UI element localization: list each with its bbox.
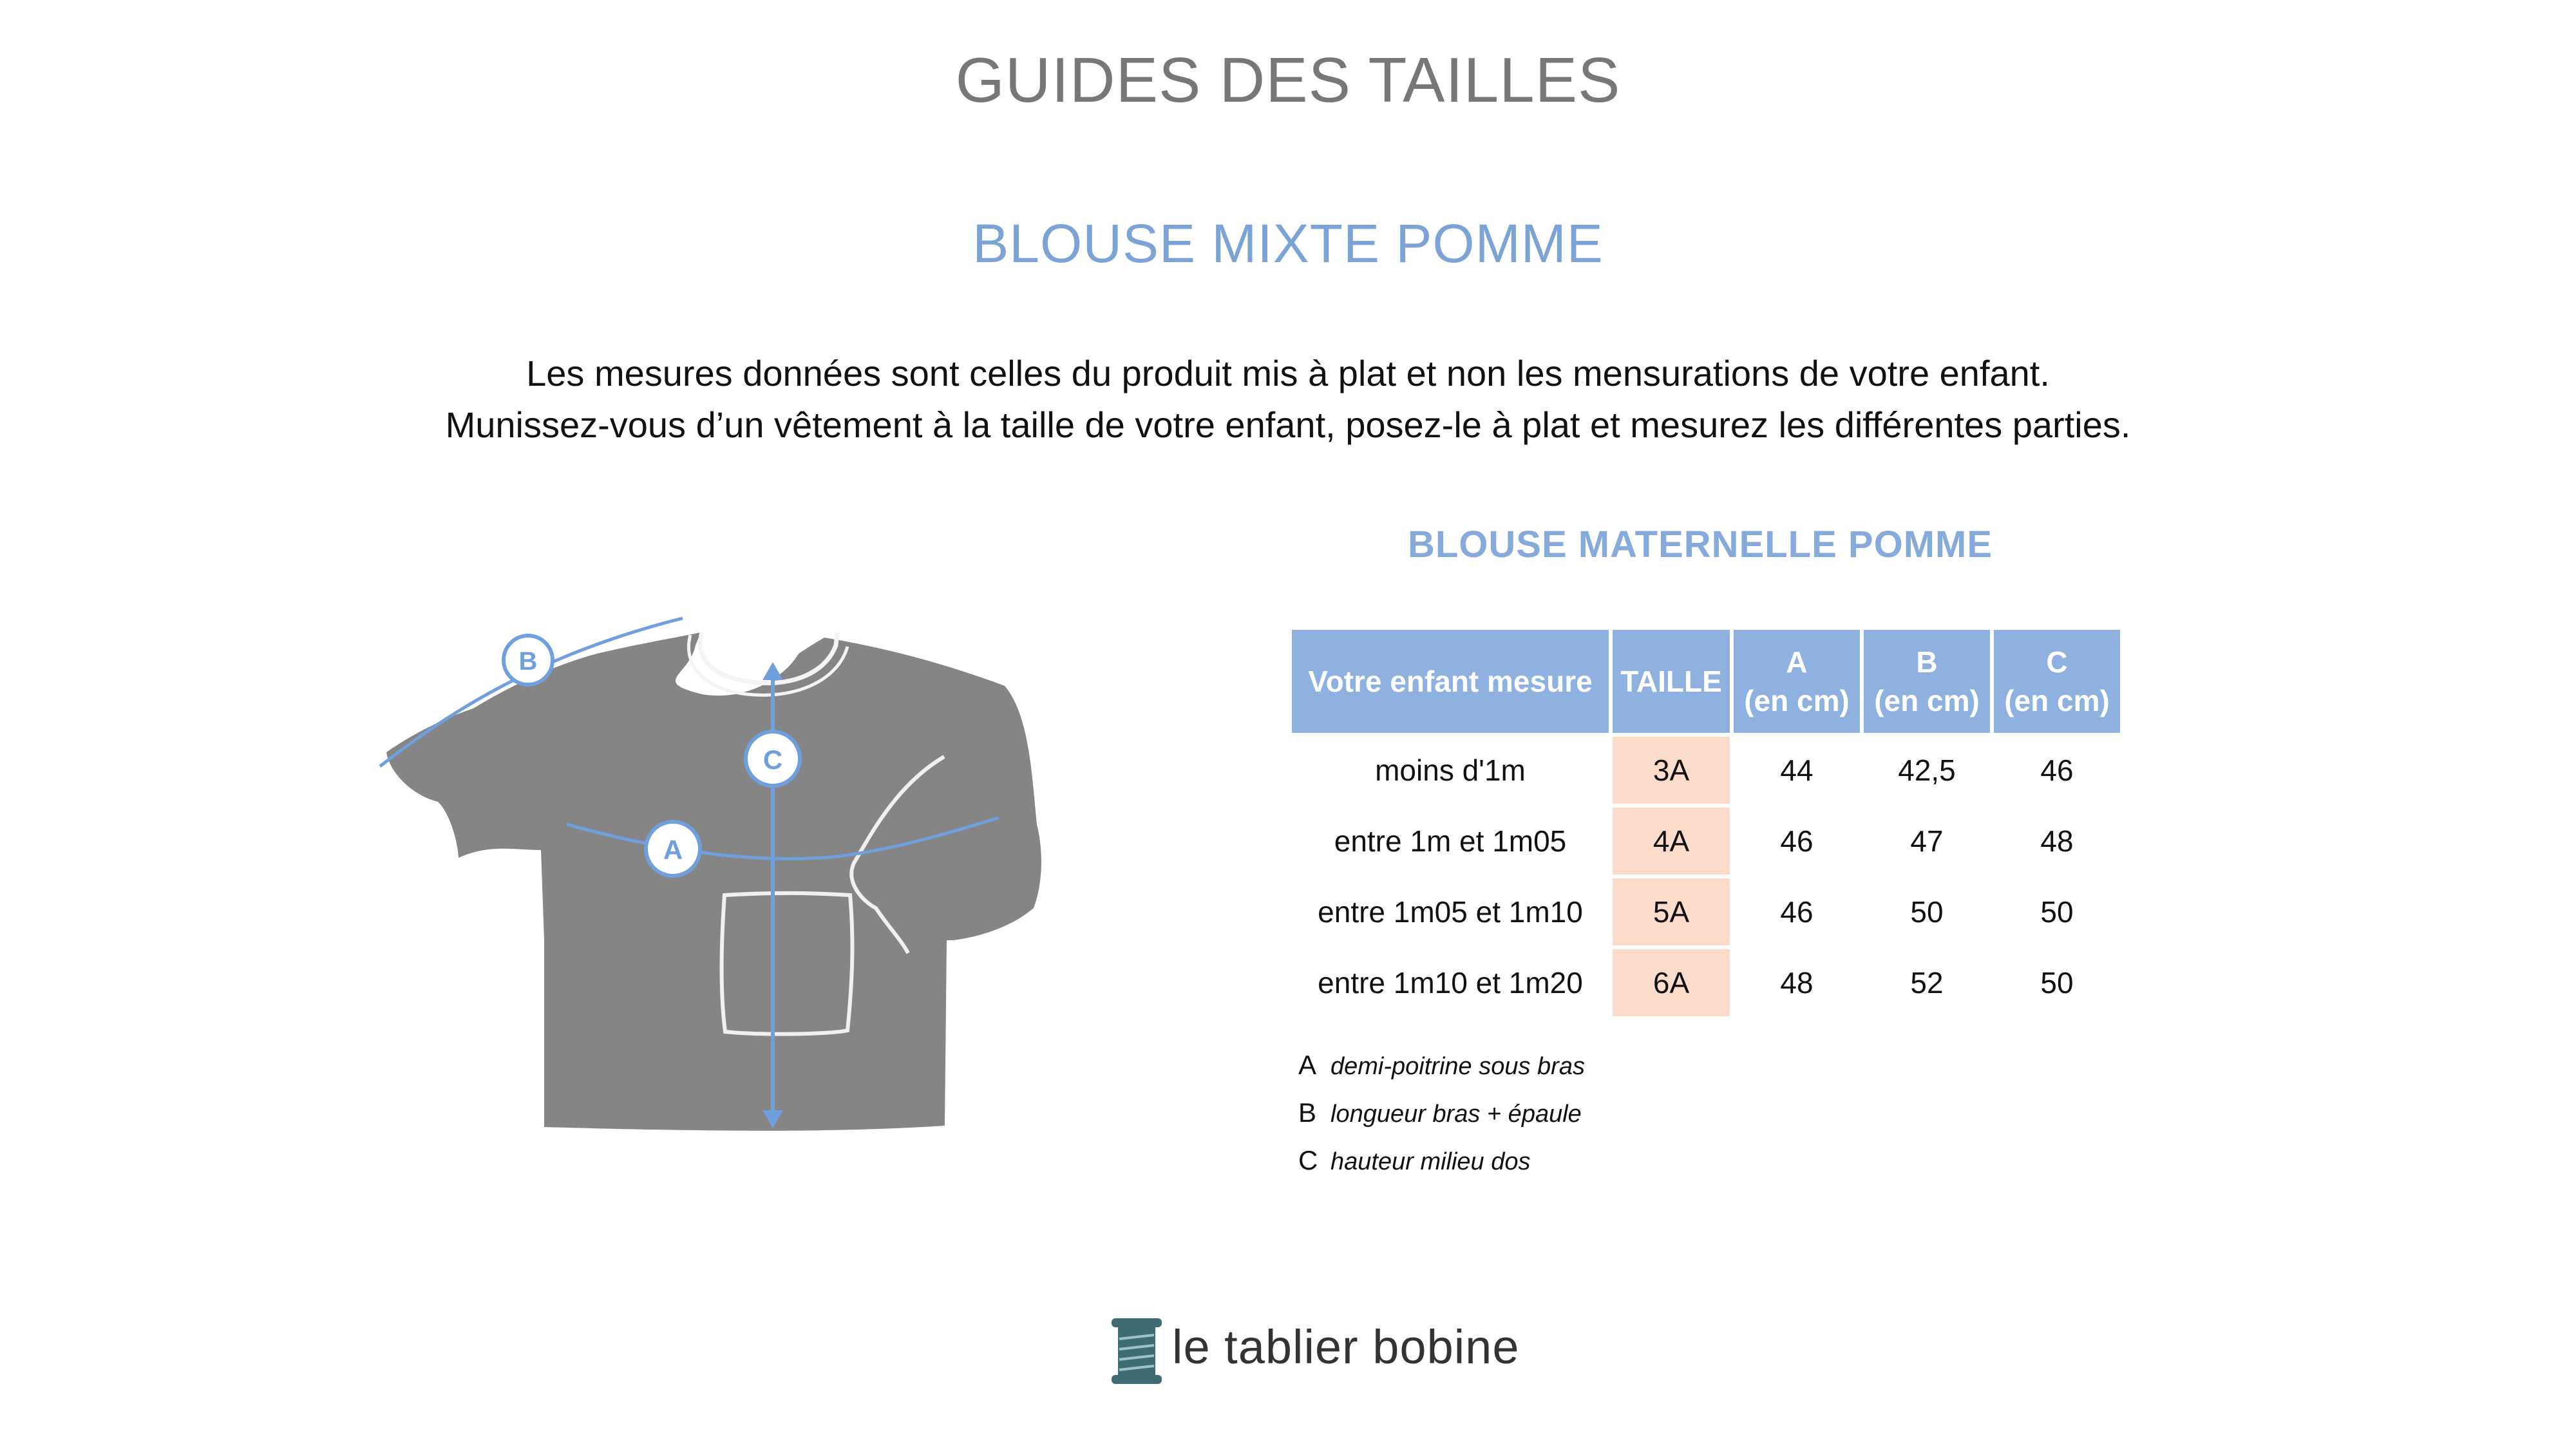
value-b-cell: 52 <box>1910 966 1944 999</box>
size-cell: 5A <box>1613 878 1730 945</box>
value-a-cell: 46 <box>1780 895 1814 929</box>
legend-item <box>1298 1137 1585 1185</box>
label-a-badge <box>646 822 700 876</box>
size-cell: 3A <box>1613 737 1730 804</box>
legend-letter: C <box>1298 1145 1318 1175</box>
size-cell: 6A <box>1613 949 1730 1016</box>
size-cell: 4A <box>1613 808 1730 875</box>
intro-text <box>0 348 2576 451</box>
table-title: BLOUSE MATERNELLE POMME <box>1407 524 1993 565</box>
header-size: TAILLE <box>1613 630 1730 733</box>
table-row <box>1292 949 2120 1016</box>
value-c-cell: 50 <box>2040 895 2074 929</box>
value-b-cell: 47 <box>1910 824 1944 858</box>
label-b-badge <box>504 636 553 685</box>
value-b-cell: 50 <box>1910 895 1944 929</box>
blouse-body-shape <box>386 632 1041 1131</box>
child-height-cell: entre 1m05 et 1m10 <box>1318 895 1583 929</box>
value-a-cell: 48 <box>1780 966 1814 999</box>
page-title: GUIDES DES TAILLES <box>955 44 1621 115</box>
child-height-cell: entre 1m et 1m05 <box>1334 824 1567 858</box>
header-a <box>1734 630 1860 733</box>
spool-icon <box>1108 1313 1166 1390</box>
value-a-cell: 44 <box>1780 753 1814 787</box>
legend-letter: A <box>1298 1050 1317 1080</box>
label-c-badge <box>746 732 800 786</box>
table-header-row <box>1292 630 2120 733</box>
header-a-letter: A <box>1786 645 1808 679</box>
legend-item <box>1298 1042 1585 1090</box>
child-height-cell: moins d'1m <box>1375 753 1526 787</box>
header-c-unit: (en cm) <box>2004 684 2110 717</box>
value-c-cell: 48 <box>2040 824 2074 858</box>
value-c-cell: 50 <box>2040 966 2074 999</box>
arrow-up-icon <box>762 662 783 680</box>
brand-name: le tablier bobine <box>1172 1320 1520 1374</box>
legend-letter: B <box>1298 1097 1317 1128</box>
table-row <box>1292 878 2120 945</box>
svg-text:B: B <box>518 647 538 676</box>
legend-desc: longueur bras + épaule <box>1331 1101 1582 1128</box>
value-c-cell: 46 <box>2040 753 2074 787</box>
header-b-letter: B <box>1916 645 1938 679</box>
intro-line-2: Munissez-vous d’un vêtement à la taille de votre enfant, posez-le à plat et mesurez les différentes parties. <box>445 404 2131 445</box>
intro-line-1: Les mesures données sont celles du produit mis à plat et non les mensurations de votre enfant. <box>526 353 2050 393</box>
size-table <box>1288 626 2124 1020</box>
svg-text:A: A <box>663 835 683 865</box>
measurement-legend <box>1298 1042 1585 1185</box>
child-height-cell: entre 1m10 et 1m20 <box>1318 966 1583 999</box>
header-b <box>1864 630 1990 733</box>
value-b-cell: 42,5 <box>1898 753 1956 787</box>
legend-item <box>1298 1090 1585 1137</box>
table-row <box>1292 808 2120 875</box>
brand-logo <box>1108 1311 1520 1394</box>
header-c-letter: C <box>2046 645 2068 679</box>
blouse-icon <box>361 580 1069 1159</box>
header-c <box>1994 630 2120 733</box>
svg-text:C: C <box>762 744 783 775</box>
table-row <box>1292 737 2120 804</box>
header-a-unit: (en cm) <box>1744 684 1850 717</box>
header-b-unit: (en cm) <box>1874 684 1980 717</box>
header-child-height: Votre enfant mesure <box>1292 630 1609 733</box>
legend-desc: hauteur milieu dos <box>1331 1148 1531 1175</box>
legend-desc: demi-poitrine sous bras <box>1331 1053 1585 1080</box>
product-subtitle: BLOUSE MIXTE POMME <box>972 213 1604 274</box>
value-a-cell: 46 <box>1780 824 1814 858</box>
